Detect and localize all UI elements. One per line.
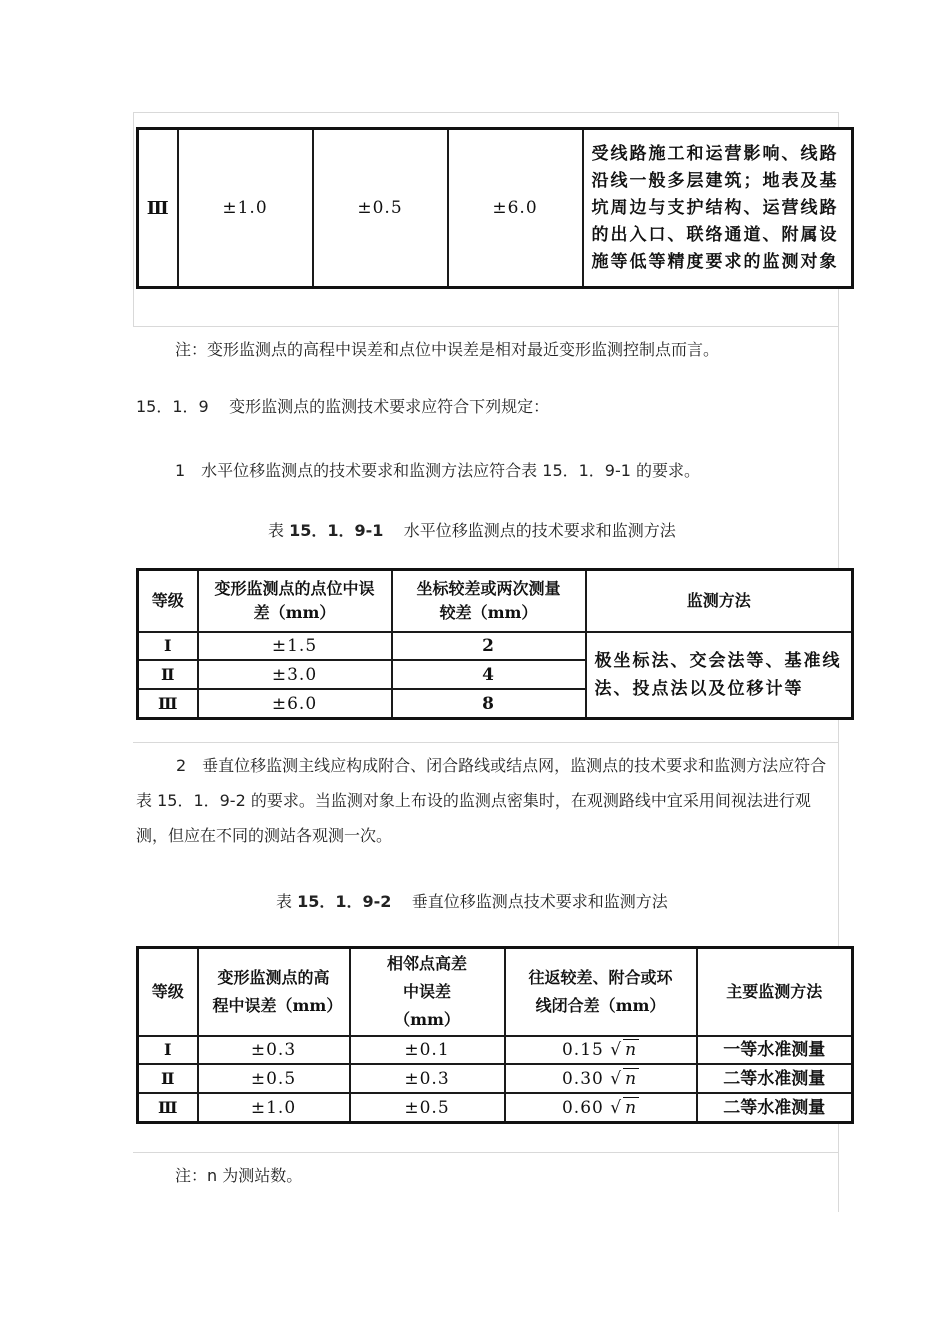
page-frame-mid (133, 326, 839, 327)
value-cell: ±1.5 (198, 632, 392, 661)
value-cell: ±0.1 (350, 1036, 505, 1065)
table-row (138, 1064, 853, 1093)
note-1: 注：变形监测点的高程中误差和点位中误差是相对最近变形监测控制点而言。 (175, 340, 720, 359)
value-cell: ±6.0 (198, 689, 392, 718)
radicand: n (625, 1068, 638, 1089)
closure-coefficient: 0.15 (561, 1039, 604, 1060)
header-cell: 监测方法 (586, 570, 853, 632)
grade-cell: Ⅲ (138, 1093, 198, 1122)
header-cell: 等级 (138, 948, 198, 1036)
method-cell: 二等水准测量 (697, 1064, 853, 1093)
table-15-1-9-1 (136, 568, 854, 720)
value-cell: 2 (392, 632, 586, 661)
method-cell: 二等水准测量 (697, 1093, 853, 1122)
header-cell: 相邻点高差中误差（mm） (350, 948, 505, 1036)
caption-title: 垂直位移监测点技术要求和监测方法 (411, 892, 668, 911)
value-cell: 8 (392, 689, 586, 718)
table-header-row (138, 570, 853, 632)
closure-coefficient: 0.30 (561, 1068, 604, 1089)
table-row (138, 1036, 853, 1065)
grade-cell: Ⅲ (138, 129, 178, 288)
closure-cell (505, 1093, 697, 1122)
table-row (138, 632, 853, 661)
caption-number: 15．1．9-1 (289, 521, 384, 540)
page-frame-top (133, 112, 839, 113)
caption-prefix: 表 (268, 521, 285, 540)
table2-caption (276, 889, 668, 912)
method-cell: 极坐标法、交会法等、基准线法、投点法以及位移计等 (586, 632, 853, 719)
item-1: 1 水平位移监测点的技术要求和监测方法应符合表 15．1．9-1 的要求。 (175, 461, 701, 480)
clause-number: 15．1．9 (136, 397, 209, 416)
grade-cell: Ⅱ (138, 660, 198, 689)
table-row (138, 1093, 853, 1122)
caption-prefix: 表 (276, 892, 293, 911)
header-cell: 变形监测点的点位中误差（mm） (198, 570, 392, 632)
header-cell: 坐标较差或两次测量较差（mm） (392, 570, 586, 632)
grade-cell: Ⅰ (138, 1036, 198, 1065)
value-cell: ±0.3 (350, 1064, 505, 1093)
value-cell: ±6.0 (448, 129, 583, 288)
note-2: 注：n 为测站数。 (175, 1166, 303, 1185)
value-cell: ±1.0 (198, 1093, 350, 1122)
value-cell: ±0.5 (350, 1093, 505, 1122)
objects-cell: 受线路施工和运营影响、线路沿线一般多层建筑；地表及基坑周边与支护结构、运营线路的出入口、联络通道、附属设施等低等精度要求的监测对象 (583, 129, 853, 288)
header-cell: 往返较差、附合或环线闭合差（mm） (505, 948, 697, 1036)
page-frame-mid2 (133, 742, 839, 743)
closure-cell (505, 1064, 697, 1093)
value-cell: ±0.3 (198, 1036, 350, 1065)
header-cell: 主要监测方法 (697, 948, 853, 1036)
table-row (138, 129, 853, 288)
grade-cell: Ⅰ (138, 632, 198, 661)
header-cell: 等级 (138, 570, 198, 632)
table-top-fragment (136, 127, 854, 289)
closure-coefficient: 0.60 (561, 1097, 604, 1118)
sqrt-symbol: √ n (610, 1068, 638, 1089)
page-frame-left-top (133, 112, 134, 327)
value-cell: ±0.5 (198, 1064, 350, 1093)
grade-cell: Ⅲ (138, 689, 198, 718)
sqrt-symbol: √ n (610, 1097, 638, 1118)
clause-text: 变形监测点的监测技术要求应符合下列规定： (229, 397, 550, 416)
caption-number: 15．1．9-2 (297, 892, 392, 911)
table1-caption (268, 518, 676, 541)
clause-heading (136, 394, 549, 417)
item-2: 2 垂直位移监测主线应构成附合、闭合路线或结点网，监测点的技术要求和监测方法应符合表 15．1．9-2 的要求。当监测对象上布设的监测点密集时，在观测路线中宜采用间视法进行观测，但应在不同的测站各观测一次。 (136, 756, 827, 845)
caption-title: 水平位移监测点的技术要求和监测方法 (403, 521, 676, 540)
closure-cell (505, 1036, 697, 1065)
sqrt-symbol: √ n (610, 1039, 638, 1060)
method-cell: 一等水准测量 (697, 1036, 853, 1065)
grade-cell: Ⅱ (138, 1064, 198, 1093)
header-cell: 变形监测点的高程中误差（mm） (198, 948, 350, 1036)
value-cell: ±0.5 (313, 129, 448, 288)
table-header-row (138, 948, 853, 1036)
value-cell: ±3.0 (198, 660, 392, 689)
table-15-1-9-2 (136, 946, 854, 1124)
page-frame-mid3 (133, 1152, 839, 1153)
value-cell: 4 (392, 660, 586, 689)
value-cell: ±1.0 (178, 129, 313, 288)
radicand: n (625, 1039, 638, 1060)
radicand: n (625, 1097, 638, 1118)
